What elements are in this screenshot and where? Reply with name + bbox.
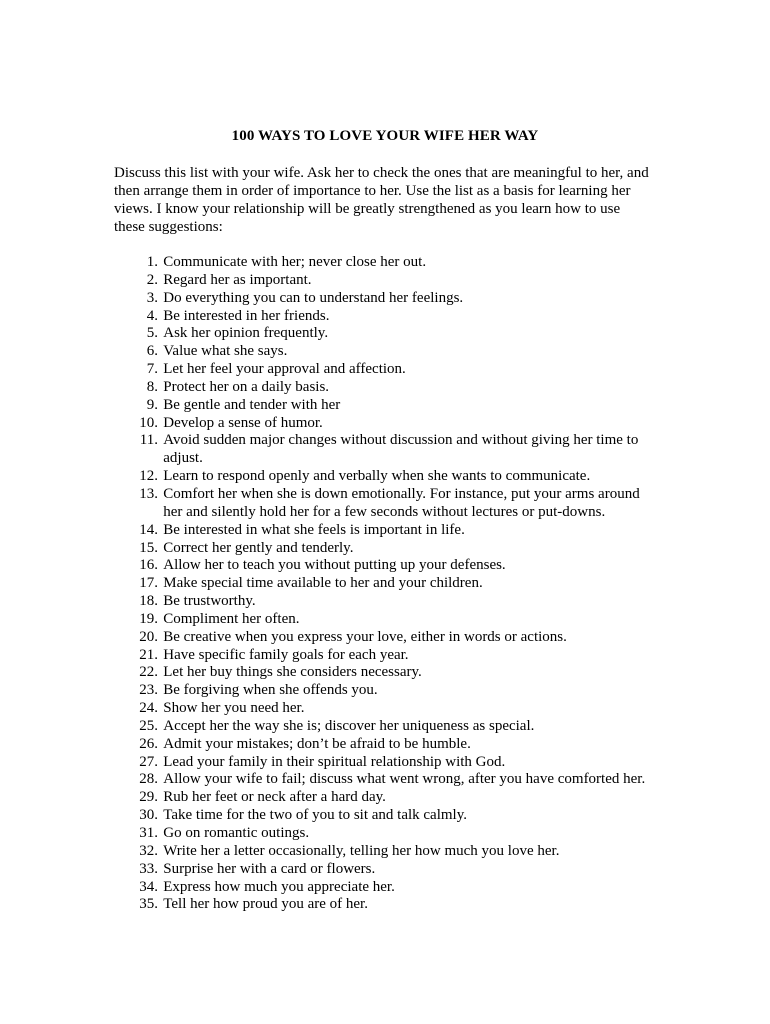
list-item xyxy=(114,272,674,290)
list-item-text xyxy=(158,415,323,433)
list-item-text xyxy=(158,682,378,700)
list-item-text xyxy=(158,789,386,807)
list-item-text xyxy=(158,290,463,308)
list-item-line: Express how much you appreciate her. xyxy=(163,878,395,895)
list-item-line: Be creative when you express your love, either in words or actions. xyxy=(163,628,567,645)
list-item-number: 17. xyxy=(139,575,158,592)
list-item-number: 8. xyxy=(146,378,158,395)
list-item-text xyxy=(158,343,287,361)
list-item-line: Go on romantic outings. xyxy=(163,825,310,841)
list-item-number: 21. xyxy=(139,646,158,663)
list-item-number: 20. xyxy=(139,628,158,645)
list-item-line: Lead your family in their spiritual relationship with God. xyxy=(163,753,506,770)
list-item-number: 18. xyxy=(139,593,158,610)
list-item-line: Be trustworthy. xyxy=(163,593,256,610)
list-item-number: 11. xyxy=(139,432,158,449)
list-item xyxy=(114,254,674,272)
list-item xyxy=(114,629,674,647)
list-item-text xyxy=(158,308,329,326)
list-item xyxy=(114,397,674,415)
list-item-text xyxy=(158,575,483,593)
list-item-line: Develop a sense of humor. xyxy=(163,414,323,431)
list-item xyxy=(114,308,674,326)
suggestion-list xyxy=(114,254,674,914)
list-item-number: 34. xyxy=(139,878,158,895)
list-item xyxy=(114,718,674,736)
list-item-number: 10. xyxy=(139,414,158,431)
list-item-text xyxy=(158,432,638,468)
list-item xyxy=(114,789,674,807)
list-item xyxy=(114,575,674,593)
list-item-text xyxy=(158,254,426,272)
list-item xyxy=(114,361,674,379)
list-item-text xyxy=(158,647,409,665)
list-item-text xyxy=(158,664,422,682)
list-item xyxy=(114,290,674,308)
list-item-number: 31. xyxy=(139,825,158,841)
list-item-number: 33. xyxy=(139,860,158,877)
list-item-text xyxy=(158,540,353,558)
list-item-text xyxy=(158,325,328,343)
list-item-line: Allow her to teach you without putting up your defenses. xyxy=(163,557,506,574)
list-item-number: 5. xyxy=(146,325,158,342)
list-item-number: 24. xyxy=(139,700,158,717)
list-item xyxy=(114,771,674,789)
intro-line: then arrange them in order of importance to her. Use the list as a basis for learning her xyxy=(114,183,631,199)
list-item-number: 14. xyxy=(139,521,158,538)
list-item-number: 12. xyxy=(139,468,158,485)
list-item xyxy=(114,843,674,861)
list-item-line: Do everything you can to understand her feelings. xyxy=(163,289,464,306)
list-item xyxy=(114,879,674,897)
list-item-number: 15. xyxy=(139,539,158,556)
list-item xyxy=(114,415,674,433)
list-item-text xyxy=(158,825,309,843)
list-item-number: 29. xyxy=(139,789,158,806)
list-item-number: 22. xyxy=(139,664,158,681)
list-item-line: Make special time available to her and your children. xyxy=(163,575,483,592)
list-item-text xyxy=(158,718,534,736)
list-item-text xyxy=(158,771,645,789)
list-item xyxy=(114,861,674,879)
list-item-line: Take time for the two of you to sit and talk calmly. xyxy=(163,807,467,824)
list-item xyxy=(114,540,674,558)
list-item-line: Let her buy things she considers necessary. xyxy=(163,664,422,681)
document-title: 100 WAYS TO LOVE YOUR WIFE HER WAY xyxy=(231,128,539,144)
list-item-line: Be interested in her friends. xyxy=(163,307,330,324)
list-item xyxy=(114,379,674,397)
list-item-number: 26. xyxy=(139,735,158,752)
list-item-text xyxy=(158,593,256,611)
list-item-line: Regard her as important. xyxy=(163,271,312,288)
list-item-line: Write her a letter occasionally, telling her how much you love her. xyxy=(163,842,560,859)
list-item-text xyxy=(158,397,340,415)
list-item-line: Admit your mistakes; don’t be afraid to be humble. xyxy=(163,735,471,752)
list-item xyxy=(114,557,674,575)
list-item-text xyxy=(158,896,368,914)
list-item-line: Be gentle and tender with her xyxy=(163,396,341,413)
list-item xyxy=(114,486,674,522)
list-item-text xyxy=(158,843,559,861)
list-item-text xyxy=(158,879,395,897)
list-item-text xyxy=(158,361,406,379)
list-item-text xyxy=(158,522,465,540)
list-item-number: 4. xyxy=(146,307,158,324)
list-item-line: Compliment her often. xyxy=(163,610,300,627)
list-item xyxy=(114,611,674,629)
intro-line: Discuss this list with your wife. Ask her to check the ones that are meaningful to her, and xyxy=(114,165,649,181)
list-item-line: Show her you need her. xyxy=(163,700,305,717)
list-item-line: Learn to respond openly and verbally when she wants to communicate. xyxy=(163,468,591,485)
list-item-line: Accept her the way she is; discover her uniqueness as special. xyxy=(163,717,535,734)
list-item-number: 16. xyxy=(139,557,158,574)
list-item-line: Allow your wife to fail; discuss what went wrong, after you have comforted her. xyxy=(163,771,646,788)
intro-line: views. I know your relationship will be greatly strengthened as you learn how to use xyxy=(114,201,621,217)
list-item-text xyxy=(158,468,590,486)
list-item xyxy=(114,807,674,825)
list-item-text xyxy=(158,557,506,575)
list-item-number: 30. xyxy=(139,807,158,824)
list-item-line: Protect her on a daily basis. xyxy=(163,378,330,395)
list-item-text xyxy=(158,807,467,825)
list-item-number: 32. xyxy=(139,842,158,859)
list-item-line: adjust. xyxy=(163,450,203,467)
list-item-text xyxy=(158,629,567,647)
list-item-line: Avoid sudden major changes without discussion and without giving her time to xyxy=(163,432,639,449)
list-item-text xyxy=(158,611,299,629)
list-item-number: 1. xyxy=(146,254,158,270)
list-item-line: Tell her how proud you are of her. xyxy=(163,896,368,913)
list-item-text xyxy=(158,861,375,879)
list-item xyxy=(114,825,674,843)
list-item-line: Have specific family goals for each year. xyxy=(163,646,409,663)
list-item xyxy=(114,664,674,682)
list-item-number: 25. xyxy=(139,717,158,734)
list-item-number: 23. xyxy=(139,682,158,699)
list-item-line: her and silently hold her for a few seconds without lectures or put-downs. xyxy=(163,503,606,520)
list-item-text xyxy=(158,700,304,718)
list-item xyxy=(114,754,674,772)
list-item-line: Communicate with her; never close her out. xyxy=(163,254,427,270)
list-item-number: 2. xyxy=(146,271,158,288)
list-item-text xyxy=(158,272,312,290)
list-item-line: Be interested in what she feels is important in life. xyxy=(163,521,465,538)
list-item-line: Ask her opinion frequently. xyxy=(163,325,329,342)
list-item xyxy=(114,522,674,540)
list-item-line: Let her feel your approval and affection. xyxy=(163,361,406,378)
list-item-number: 19. xyxy=(139,610,158,627)
intro-line: these suggestions: xyxy=(114,219,223,235)
list-item-line: Rub her feet or neck after a hard day. xyxy=(163,789,386,806)
list-item xyxy=(114,343,674,361)
list-item xyxy=(114,593,674,611)
list-item-text xyxy=(158,486,640,522)
list-item xyxy=(114,432,674,468)
list-item xyxy=(114,647,674,665)
list-item-number: 3. xyxy=(146,289,158,306)
list-item-line: Correct her gently and tenderly. xyxy=(163,539,354,556)
list-item-text xyxy=(158,379,329,397)
list-item-line: Surprise her with a card or flowers. xyxy=(163,860,376,877)
intro-paragraph xyxy=(114,164,674,236)
list-item-number: 9. xyxy=(146,396,158,413)
list-item-number: 13. xyxy=(139,485,158,502)
list-item-number: 6. xyxy=(146,343,158,360)
list-item-number: 7. xyxy=(146,361,158,378)
list-item-line: Value what she says. xyxy=(163,343,288,360)
list-item xyxy=(114,700,674,718)
list-item-text xyxy=(158,736,471,754)
list-item-number: 35. xyxy=(139,896,158,913)
list-item xyxy=(114,736,674,754)
list-item xyxy=(114,325,674,343)
list-item-line: Be forgiving when she offends you. xyxy=(163,682,378,699)
list-item xyxy=(114,682,674,700)
list-item xyxy=(114,468,674,486)
list-item xyxy=(114,896,674,914)
list-item-line: Comfort her when she is down emotionally. For instance, put your arms around xyxy=(163,485,640,502)
list-item-text xyxy=(158,754,505,772)
list-item-number: 27. xyxy=(139,753,158,770)
list-item-number: 28. xyxy=(139,771,158,788)
